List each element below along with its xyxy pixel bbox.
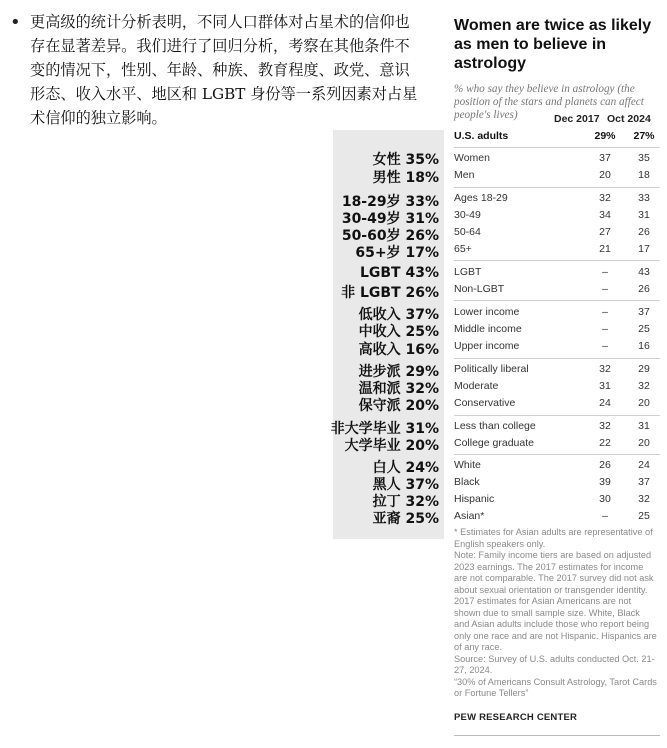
- table-row: [454, 192, 660, 210]
- value-2024: 25: [638, 323, 650, 335]
- value-2017: 26: [599, 459, 611, 471]
- summary-black: 黑人 37%: [372, 477, 439, 493]
- summary-moderate: 温和派 32%: [358, 381, 439, 397]
- row-label: Non-LGBT: [454, 283, 505, 295]
- value-2017: 37: [599, 152, 611, 164]
- value-2017: 31: [599, 380, 611, 392]
- value-2024: 26: [638, 283, 650, 295]
- table-row: [454, 510, 660, 528]
- row-label: Lower income: [454, 306, 520, 318]
- summary-age-30-49: 30-49岁 31%: [341, 211, 439, 227]
- divider: [454, 454, 660, 455]
- table-row: [454, 476, 660, 494]
- value-2017: –: [602, 306, 608, 318]
- pew-logo-text: PEW RESEARCH CENTER: [454, 712, 578, 723]
- table-row: [454, 420, 660, 438]
- note-text: Note: Family income tiers are based on adjusted 2023 earnings. The 2017 estimates for income are not comparable. The 2017 survey did not ask about sexual orientation or transgender identity. 2017 estimates for Asian Americans are not shown due to small sample size. White, Black and Asian adults include those who report being only one race and are not Hispanic. Hispanics are of any race.: [454, 550, 657, 652]
- row-label: Moderate: [454, 380, 499, 392]
- row-label: Ages 18-29: [454, 192, 508, 204]
- value-2024: 31: [638, 420, 650, 432]
- value-2017: –: [602, 340, 608, 352]
- row-label: Conservative: [454, 397, 516, 409]
- value-2024: 25: [638, 510, 650, 522]
- footnote-asian: * Estimates for Asian adults are representative of English speakers only.: [454, 527, 653, 549]
- intro-paragraph: 更高级的统计分析表明，不同人口群体对占星术的信仰也存在显著差异。我们进行了回归分析，考察在其他条件不变的情况下，性别、年龄、种族、教育程度、政党、意识形态、收入水平、地区和 LGBT 身份等一系列因素对占星术信仰的独立影响。: [30, 13, 418, 127]
- value-2017: 30: [599, 493, 611, 505]
- summary-non-lgbt: 非 LGBT 26%: [341, 285, 439, 301]
- figure-subtitle: % who say they believe in astrology (the position of the stars and planets can affect people's lives): [454, 83, 644, 121]
- table-row: [454, 283, 660, 301]
- table-row: [454, 130, 660, 148]
- table-row: [454, 266, 660, 284]
- table-row: [454, 340, 660, 358]
- value-2017: 24: [599, 397, 611, 409]
- value-2017: 20: [599, 169, 611, 181]
- bottom-rule: [454, 735, 660, 736]
- pew-figure: [454, 8, 660, 122]
- summary-box: [330, 130, 444, 539]
- row-label: Politically liberal: [454, 363, 529, 375]
- value-2017: 27: [599, 226, 611, 238]
- table-row: [454, 169, 660, 187]
- row-label: College graduate: [454, 437, 534, 449]
- summary-less-than-college: 非大学毕业 31%: [330, 421, 439, 437]
- divider: [454, 187, 660, 188]
- row-label: Less than college: [454, 420, 536, 432]
- value-2017: 21: [599, 243, 611, 255]
- table-row: [454, 152, 660, 170]
- value-2024: 37: [638, 306, 650, 318]
- value-2017: 22: [599, 437, 611, 449]
- figure-title: Women are twice as likely as men to believe in astrology: [454, 17, 652, 72]
- summary-conservative: 保守派 20%: [358, 398, 439, 414]
- table-row: [454, 209, 660, 227]
- row-label: 50-64: [454, 226, 481, 238]
- summary-asian: 亚裔 25%: [372, 511, 439, 527]
- divider: [454, 358, 660, 359]
- value-2017: –: [602, 510, 608, 522]
- row-label: Asian*: [454, 510, 485, 522]
- table-row: [454, 243, 660, 261]
- summary-men: 男性 18%: [372, 170, 439, 186]
- row-label: Women: [454, 152, 490, 164]
- summary-white: 白人 24%: [372, 460, 439, 476]
- value-2024: 17: [638, 243, 650, 255]
- row-label: Men: [454, 169, 475, 181]
- column-header-2017: Dec 2017: [554, 113, 600, 125]
- summary-hispanic: 拉丁 32%: [372, 494, 439, 510]
- value-2024: 29: [638, 363, 650, 375]
- value-2024: 18: [638, 169, 650, 181]
- table-row: [454, 306, 660, 324]
- value-2024: 26: [638, 226, 650, 238]
- summary-women: 女性 35%: [372, 152, 439, 168]
- summary-age-18-29: 18-29岁 33%: [341, 194, 439, 210]
- report-title: “30% of Americans Consult Astrology, Tarot Cards or Fortune Tellers”: [454, 676, 657, 698]
- row-label: 65+: [454, 243, 472, 255]
- summary-college-graduate: 大学毕业 20%: [344, 438, 439, 454]
- row-label: U.S. adults: [454, 130, 509, 142]
- value-2024: 24: [638, 459, 650, 471]
- divider: [454, 147, 660, 148]
- table-row: [454, 226, 660, 244]
- value-2017: –: [602, 266, 608, 278]
- value-2024: 20: [638, 437, 650, 449]
- table-row: [454, 397, 660, 415]
- summary-liberal: 进步派 29%: [358, 364, 439, 380]
- source-text: Source: Survey of U.S. adults conducted Oct. 21-27, 2024.: [454, 653, 655, 675]
- value-2017: –: [602, 323, 608, 335]
- summary-age-50-60: 50-60岁 26%: [341, 228, 439, 244]
- value-2017: 32: [599, 363, 611, 375]
- value-2024: 32: [638, 493, 650, 505]
- value-2017: 34: [599, 209, 611, 221]
- table-row: [454, 437, 660, 455]
- summary-upper-income: 高收入 16%: [358, 342, 439, 358]
- divider: [454, 300, 660, 301]
- value-2024: 32: [638, 380, 650, 392]
- value-2017: 29%: [594, 130, 616, 142]
- value-2017: 39: [599, 476, 611, 488]
- table-row: [454, 493, 660, 511]
- row-label: White: [454, 459, 481, 471]
- summary-age-65: 65+岁 17%: [355, 245, 439, 261]
- column-header-2024: Oct 2024: [607, 113, 651, 125]
- value-2017: 32: [599, 420, 611, 432]
- bullet-point: •: [10, 12, 21, 33]
- row-label: Hispanic: [454, 493, 495, 505]
- table-row: [454, 363, 660, 381]
- table-row: [454, 323, 660, 341]
- summary-lgbt: LGBT 43%: [359, 265, 439, 281]
- value-2024: 35: [638, 152, 650, 164]
- value-2024: 20: [638, 397, 650, 409]
- table-row: [454, 380, 660, 398]
- value-2024: 37: [638, 476, 650, 488]
- value-2024: 33: [638, 192, 650, 204]
- divider: [454, 260, 660, 261]
- row-label: LGBT: [454, 266, 482, 278]
- summary-lower-income: 低收入 37%: [358, 307, 439, 323]
- table-row: [454, 459, 660, 477]
- row-label: 30-49: [454, 209, 481, 221]
- intro-paragraph-block: [10, 10, 420, 130]
- value-2024: 16: [638, 340, 650, 352]
- value-2017: 32: [599, 192, 611, 204]
- value-2024: 31: [638, 209, 650, 221]
- summary-middle-income: 中收入 25%: [358, 324, 439, 340]
- figure-notes: [454, 527, 657, 700]
- row-label: Upper income: [454, 340, 520, 352]
- row-label: Middle income: [454, 323, 522, 335]
- value-2024: 43: [638, 266, 650, 278]
- value-2017: –: [602, 283, 608, 295]
- divider: [454, 415, 660, 416]
- value-2024: 27%: [633, 130, 655, 142]
- row-label: Black: [454, 476, 480, 488]
